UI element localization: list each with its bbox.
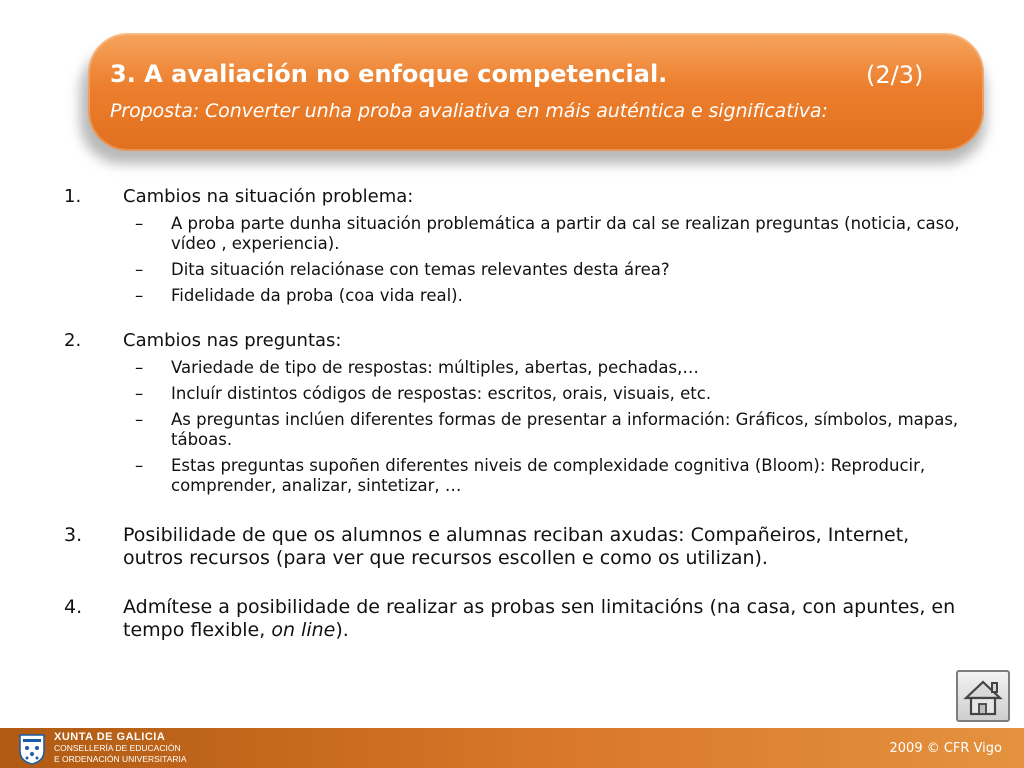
- home-icon: [958, 672, 1008, 720]
- sub-item-text: As preguntas inclúen diferentes formas de presentar a información: Gráficos, símbolos, mapas, táboas.: [171, 410, 959, 449]
- list-item-1: [64, 186, 964, 306]
- slide-subtitle: Proposta: Converter unha proba avaliativa en máis auténtica e significativa:: [110, 100, 828, 122]
- dash-bullet: –: [135, 456, 144, 475]
- list-item-4: [64, 596, 964, 642]
- item-heading: [123, 596, 964, 642]
- sub-item: [123, 214, 964, 254]
- item-number: 3.: [64, 524, 83, 546]
- title-banner: [88, 33, 984, 151]
- item-heading-text: Admítese a posibilidade de realizar as probas sen limitacións (na casa, con apuntes, en tempo flexible,: [123, 596, 956, 641]
- sub-item-text: Estas preguntas supoñen diferentes niveis de complexidade cognitiva (Bloom): Reproducir, comprender, analizar, sintetizar, …: [171, 456, 926, 495]
- sub-item-text: Dita situación relaciónase con temas relevantes desta área?: [171, 260, 670, 279]
- dash-bullet: –: [135, 286, 144, 305]
- sub-item: [123, 456, 964, 496]
- item-heading: Cambios na situación problema:: [123, 186, 414, 207]
- sub-item-text: Fidelidade da proba (coa vida real).: [171, 286, 463, 305]
- item-number: 4.: [64, 596, 83, 618]
- sub-list: [123, 214, 964, 306]
- sub-item: [123, 286, 964, 306]
- slide-content: [64, 186, 964, 642]
- footer-organization: [54, 732, 187, 765]
- item-number: 2.: [64, 330, 82, 351]
- item-heading: Posibilidade de que os alumnos e alumnas reciban axudas: Compañeiros, Internet, outros recursos (para ver que recursos escollen e como os utilizan).: [123, 524, 910, 569]
- sub-item-text: A proba parte dunha situación problemática a partir da cal se realizan preguntas (noticia, caso, vídeo , experiencia).: [171, 214, 960, 253]
- dash-bullet: –: [135, 410, 144, 429]
- home-button[interactable]: [956, 670, 1010, 722]
- xunta-logo-icon: [18, 733, 46, 765]
- list-item-2: [64, 330, 964, 496]
- footer-copyright: 2009 © CFR Vigo: [889, 741, 1002, 756]
- item-heading-tail: ).: [335, 619, 349, 641]
- sub-list: [123, 358, 964, 496]
- sub-item: [123, 260, 964, 280]
- dash-bullet: –: [135, 358, 144, 377]
- item-heading: Cambios nas preguntas:: [123, 330, 342, 351]
- item-number: 1.: [64, 186, 82, 207]
- org-department: CONSELLERÍA DE EDUCACIÓN: [54, 743, 181, 753]
- slide-title: 3. A avaliación no enfoque competencial.: [110, 60, 668, 88]
- sub-item-text: Variedade de tipo de respostas: múltiples, abertas, pechadas,…: [171, 358, 699, 377]
- dash-bullet: –: [135, 214, 144, 233]
- dash-bullet: –: [135, 260, 144, 279]
- sub-item: [123, 410, 964, 450]
- org-department-line2: E ORDENACIÓN UNIVERSITARIA: [54, 754, 187, 764]
- org-name: XUNTA DE GALICIA: [54, 731, 166, 743]
- sub-item-text: Incluír distintos códigos de respostas: escritos, orais, visuais, etc.: [171, 384, 712, 403]
- item-heading-italic: on line: [271, 619, 336, 641]
- slide-page-indicator: (2/3): [866, 61, 924, 89]
- sub-item: [123, 384, 964, 404]
- dash-bullet: –: [135, 384, 144, 403]
- sub-item: [123, 358, 964, 378]
- list-item-3: [64, 524, 964, 570]
